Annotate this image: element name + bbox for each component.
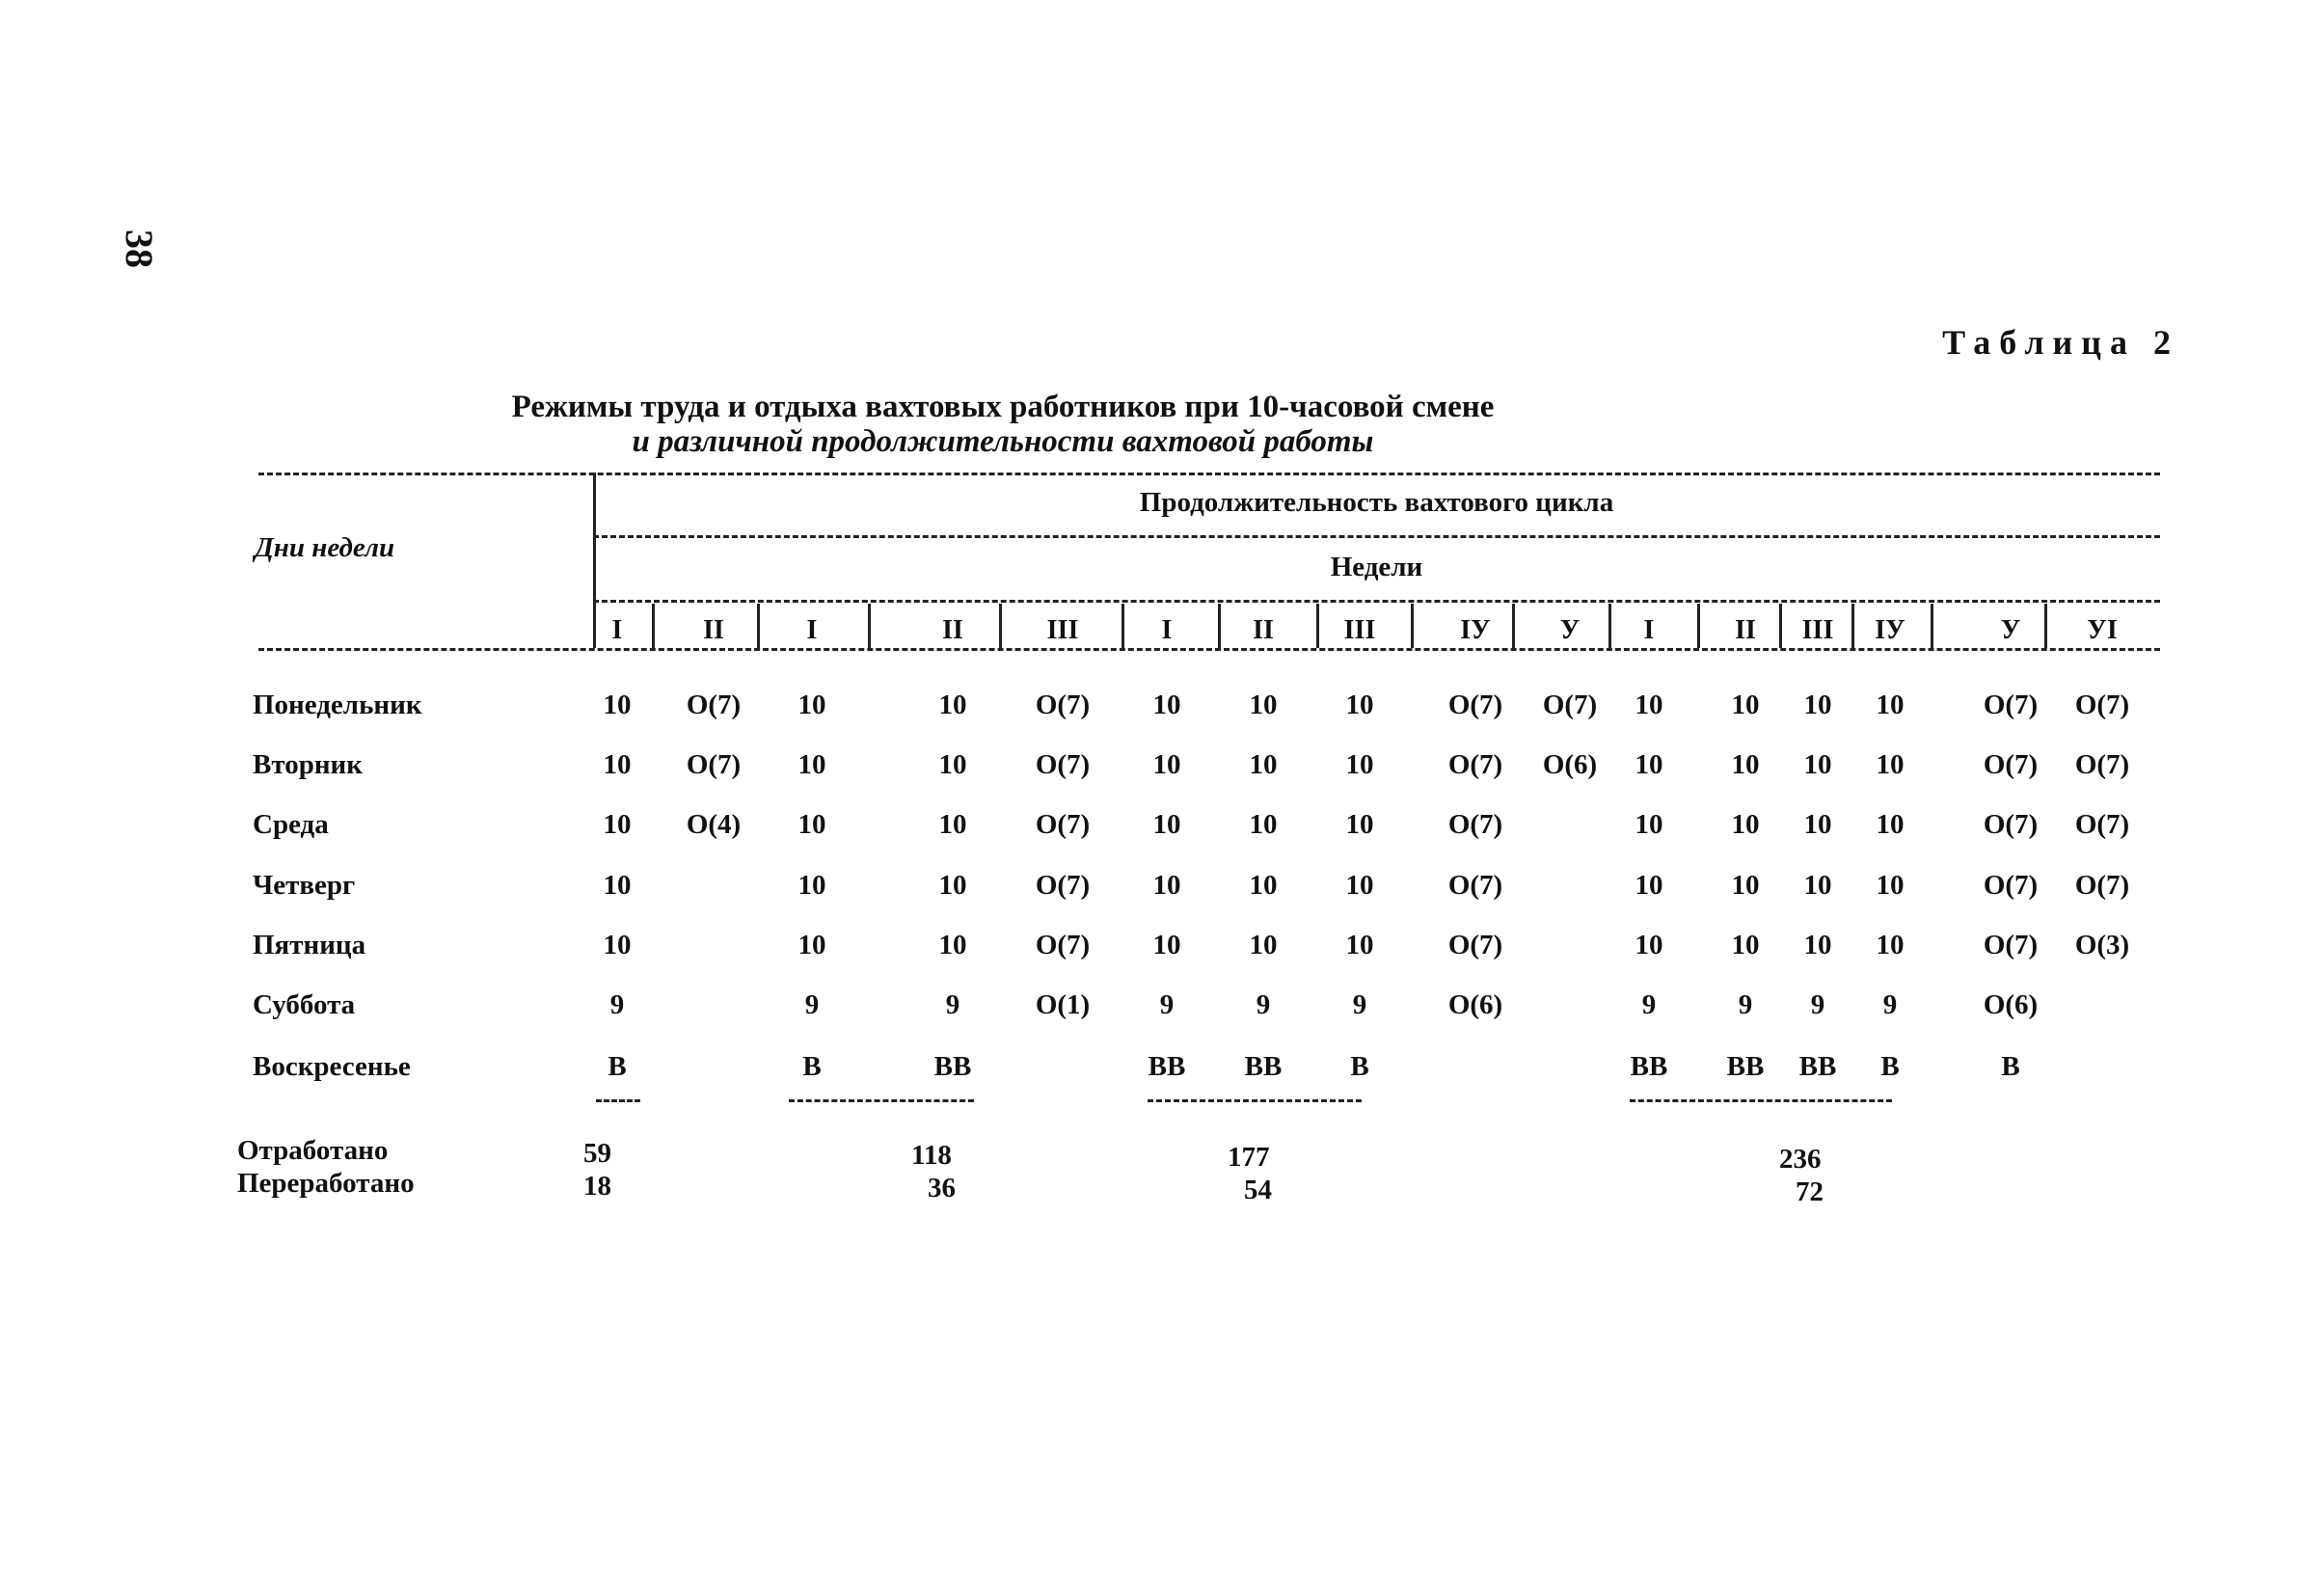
schedule-cell: О(7): [1983, 689, 2039, 720]
table-title-line-2: и различной продолжительности вахтовой работы: [632, 424, 1374, 459]
schedule-cell: В: [1880, 1051, 1900, 1082]
schedule-cell: О(7): [1447, 689, 1503, 720]
schedule-cell: О(7): [1035, 809, 1091, 840]
schedule-cell: 9: [1159, 989, 1175, 1020]
schedule-cell: О(7): [2074, 689, 2130, 720]
schedule-cell: О(7): [1983, 870, 2039, 901]
days-column-header: Дни недели: [255, 532, 395, 563]
schedule-cell: 10: [1876, 930, 1905, 960]
schedule-cell: 10: [1803, 689, 1832, 720]
schedule-cell: 10: [1345, 749, 1374, 780]
week-label: IУ: [1460, 615, 1491, 645]
schedule-cell: 9: [1256, 989, 1271, 1020]
schedule-cell: 10: [797, 930, 826, 960]
schedule-cell: О(7): [1447, 809, 1503, 840]
overtime-label: Переработано: [237, 1168, 415, 1199]
schedule-cell: 10: [797, 689, 826, 720]
worked-total: 59: [583, 1138, 611, 1169]
week-label: II: [1735, 615, 1756, 645]
table-label: Таблица 2: [1942, 323, 2179, 362]
schedule-cell: О(7): [686, 749, 742, 780]
schedule-cell: В: [802, 1051, 822, 1082]
day-label: Четверг: [253, 870, 356, 901]
schedule-cell: 10: [1876, 870, 1905, 901]
schedule-cell: 10: [1152, 809, 1181, 840]
schedule-cell: О(7): [1542, 689, 1598, 720]
day-label: Среда: [253, 809, 329, 840]
overtime-total: 72: [1796, 1176, 1824, 1207]
schedule-cell: 10: [1152, 689, 1181, 720]
schedule-cell: 10: [1249, 930, 1278, 960]
schedule-cell: 10: [1731, 870, 1760, 901]
schedule-cell: 10: [1803, 749, 1832, 780]
schedule-cell: ВВ: [1798, 1051, 1837, 1082]
week-label: IУ: [1875, 615, 1905, 645]
weeks-rule: [593, 600, 2160, 603]
week-label: III: [1343, 615, 1376, 645]
week-label: УI: [2087, 615, 2118, 645]
group-underline: [789, 1099, 974, 1102]
week-divider: [1779, 604, 1782, 648]
schedule-cell: 10: [1803, 870, 1832, 901]
schedule-cell: 9: [1641, 989, 1657, 1020]
week-divider: [1931, 604, 1933, 648]
schedule-cell: 9: [1352, 989, 1367, 1020]
worked-total: 118: [911, 1140, 952, 1171]
schedule-cell: О(7): [1035, 870, 1091, 901]
schedule-cell: ВВ: [1630, 1051, 1668, 1082]
schedule-cell: 10: [1345, 689, 1374, 720]
schedule-cell: 10: [1635, 930, 1663, 960]
week-divider: [1316, 604, 1319, 648]
overtime-total: 18: [583, 1171, 611, 1202]
worked-total: 177: [1228, 1142, 1270, 1173]
week-label: У: [2000, 615, 2021, 645]
schedule-cell: 10: [1803, 930, 1832, 960]
day-label: Суббота: [253, 989, 356, 1020]
schedule-cell: О(6): [1447, 989, 1503, 1020]
schedule-cell: О(7): [1447, 870, 1503, 901]
week-label: II: [703, 615, 724, 645]
schedule-cell: В: [608, 1051, 627, 1082]
schedule-cell: 10: [1345, 870, 1374, 901]
week-label: III: [1046, 615, 1079, 645]
week-divider: [868, 604, 871, 648]
schedule-cell: 10: [1876, 809, 1905, 840]
schedule-cell: 10: [603, 870, 632, 901]
week-label: III: [1801, 615, 1834, 645]
schedule-cell: О(7): [1983, 930, 2039, 960]
schedule-cell: 10: [1635, 870, 1663, 901]
schedule-cell: О(7): [1447, 749, 1503, 780]
cycle-header: Продолжительность вахтового цикла: [1139, 487, 1614, 518]
schedule-cell: В: [1350, 1051, 1369, 1082]
week-divider: [1512, 604, 1515, 648]
schedule-cell: 9: [609, 989, 625, 1020]
week-label: II: [1253, 615, 1274, 645]
group-underline: [1630, 1099, 1892, 1102]
schedule-cell: 10: [938, 809, 967, 840]
schedule-cell: 9: [1738, 989, 1753, 1020]
schedule-cell: В: [2001, 1051, 2020, 1082]
week-divider: [1411, 604, 1414, 648]
schedule-cell: 9: [945, 989, 960, 1020]
schedule-cell: О(7): [1983, 749, 2039, 780]
schedule-cell: 10: [1249, 689, 1278, 720]
schedule-cell: 10: [1803, 809, 1832, 840]
weeks-header: Недели: [1330, 552, 1423, 582]
schedule-cell: 10: [1249, 749, 1278, 780]
worked-total: 236: [1779, 1144, 1822, 1175]
schedule-cell: О(7): [1447, 930, 1503, 960]
week-divider: [2044, 604, 2047, 648]
schedule-cell: 10: [1635, 809, 1663, 840]
cycle-rule: [593, 535, 2160, 538]
schedule-cell: 10: [603, 689, 632, 720]
schedule-cell: 10: [797, 749, 826, 780]
table-top-rule: [258, 473, 2160, 475]
week-divider: [757, 604, 760, 648]
schedule-cell: О(4): [686, 809, 742, 840]
schedule-cell: О(7): [2074, 870, 2130, 901]
schedule-cell: 10: [797, 809, 826, 840]
week-divider: [652, 604, 655, 648]
schedule-cell: 10: [603, 749, 632, 780]
header-bottom-rule: [258, 648, 2160, 651]
schedule-cell: 10: [1152, 749, 1181, 780]
group-underline: [596, 1099, 640, 1102]
schedule-cell: О(7): [2074, 809, 2130, 840]
worked-label: Отработано: [237, 1135, 389, 1166]
schedule-cell: 10: [1152, 930, 1181, 960]
page-number: 38: [118, 230, 161, 268]
schedule-cell: ВВ: [1726, 1051, 1765, 1082]
overtime-total: 54: [1244, 1175, 1272, 1205]
day-label: Воскресенье: [253, 1051, 411, 1082]
day-label: Понедельник: [253, 689, 422, 720]
schedule-cell: О(7): [2074, 749, 2130, 780]
schedule-cell: 10: [1249, 809, 1278, 840]
schedule-cell: 10: [1731, 749, 1760, 780]
schedule-cell: О(7): [1035, 689, 1091, 720]
schedule-cell: ВВ: [1148, 1051, 1186, 1082]
week-label: I: [1643, 615, 1655, 645]
table-title-line-1: Режимы труда и отдыха вахтовых работников при 10-часовой смене: [511, 390, 1495, 424]
schedule-cell: 10: [938, 689, 967, 720]
schedule-cell: 10: [938, 749, 967, 780]
week-divider: [1608, 604, 1611, 648]
schedule-cell: 9: [1882, 989, 1898, 1020]
schedule-cell: 10: [1731, 809, 1760, 840]
schedule-cell: 10: [797, 870, 826, 901]
schedule-cell: 10: [603, 809, 632, 840]
schedule-cell: 10: [1345, 809, 1374, 840]
schedule-cell: 9: [1810, 989, 1825, 1020]
week-label: I: [1161, 615, 1173, 645]
schedule-cell: О(6): [1983, 989, 2039, 1020]
day-label: Вторник: [253, 749, 363, 780]
schedule-cell: О(6): [1542, 749, 1598, 780]
schedule-cell: О(3): [2074, 930, 2130, 960]
week-label: II: [942, 615, 963, 645]
schedule-cell: 10: [1876, 689, 1905, 720]
schedule-cell: 10: [1249, 870, 1278, 901]
week-divider: [1218, 604, 1221, 648]
week-label: У: [1559, 615, 1581, 645]
week-divider: [1121, 604, 1124, 648]
schedule-cell: 10: [1635, 689, 1663, 720]
schedule-cell: 10: [1152, 870, 1181, 901]
schedule-cell: О(7): [1035, 749, 1091, 780]
schedule-cell: 10: [938, 870, 967, 901]
overtime-total: 36: [928, 1173, 956, 1203]
schedule-cell: 10: [1731, 689, 1760, 720]
schedule-cell: ВВ: [1244, 1051, 1283, 1082]
schedule-cell: О(7): [1983, 809, 2039, 840]
week-label: I: [806, 615, 818, 645]
week-label: I: [611, 615, 623, 645]
week-divider: [1697, 604, 1700, 648]
schedule-cell: 9: [804, 989, 820, 1020]
schedule-cell: О(1): [1035, 989, 1091, 1020]
schedule-cell: О(7): [686, 689, 742, 720]
schedule-cell: 10: [603, 930, 632, 960]
schedule-cell: ВВ: [933, 1051, 972, 1082]
schedule-cell: 10: [1731, 930, 1760, 960]
week-divider: [1851, 604, 1854, 648]
group-underline: [1148, 1099, 1362, 1102]
schedule-cell: 10: [938, 930, 967, 960]
schedule-cell: 10: [1876, 749, 1905, 780]
schedule-cell: 10: [1345, 930, 1374, 960]
week-divider: [999, 604, 1002, 648]
day-label: Пятница: [253, 930, 366, 960]
schedule-cell: 10: [1635, 749, 1663, 780]
schedule-cell: О(7): [1035, 930, 1091, 960]
